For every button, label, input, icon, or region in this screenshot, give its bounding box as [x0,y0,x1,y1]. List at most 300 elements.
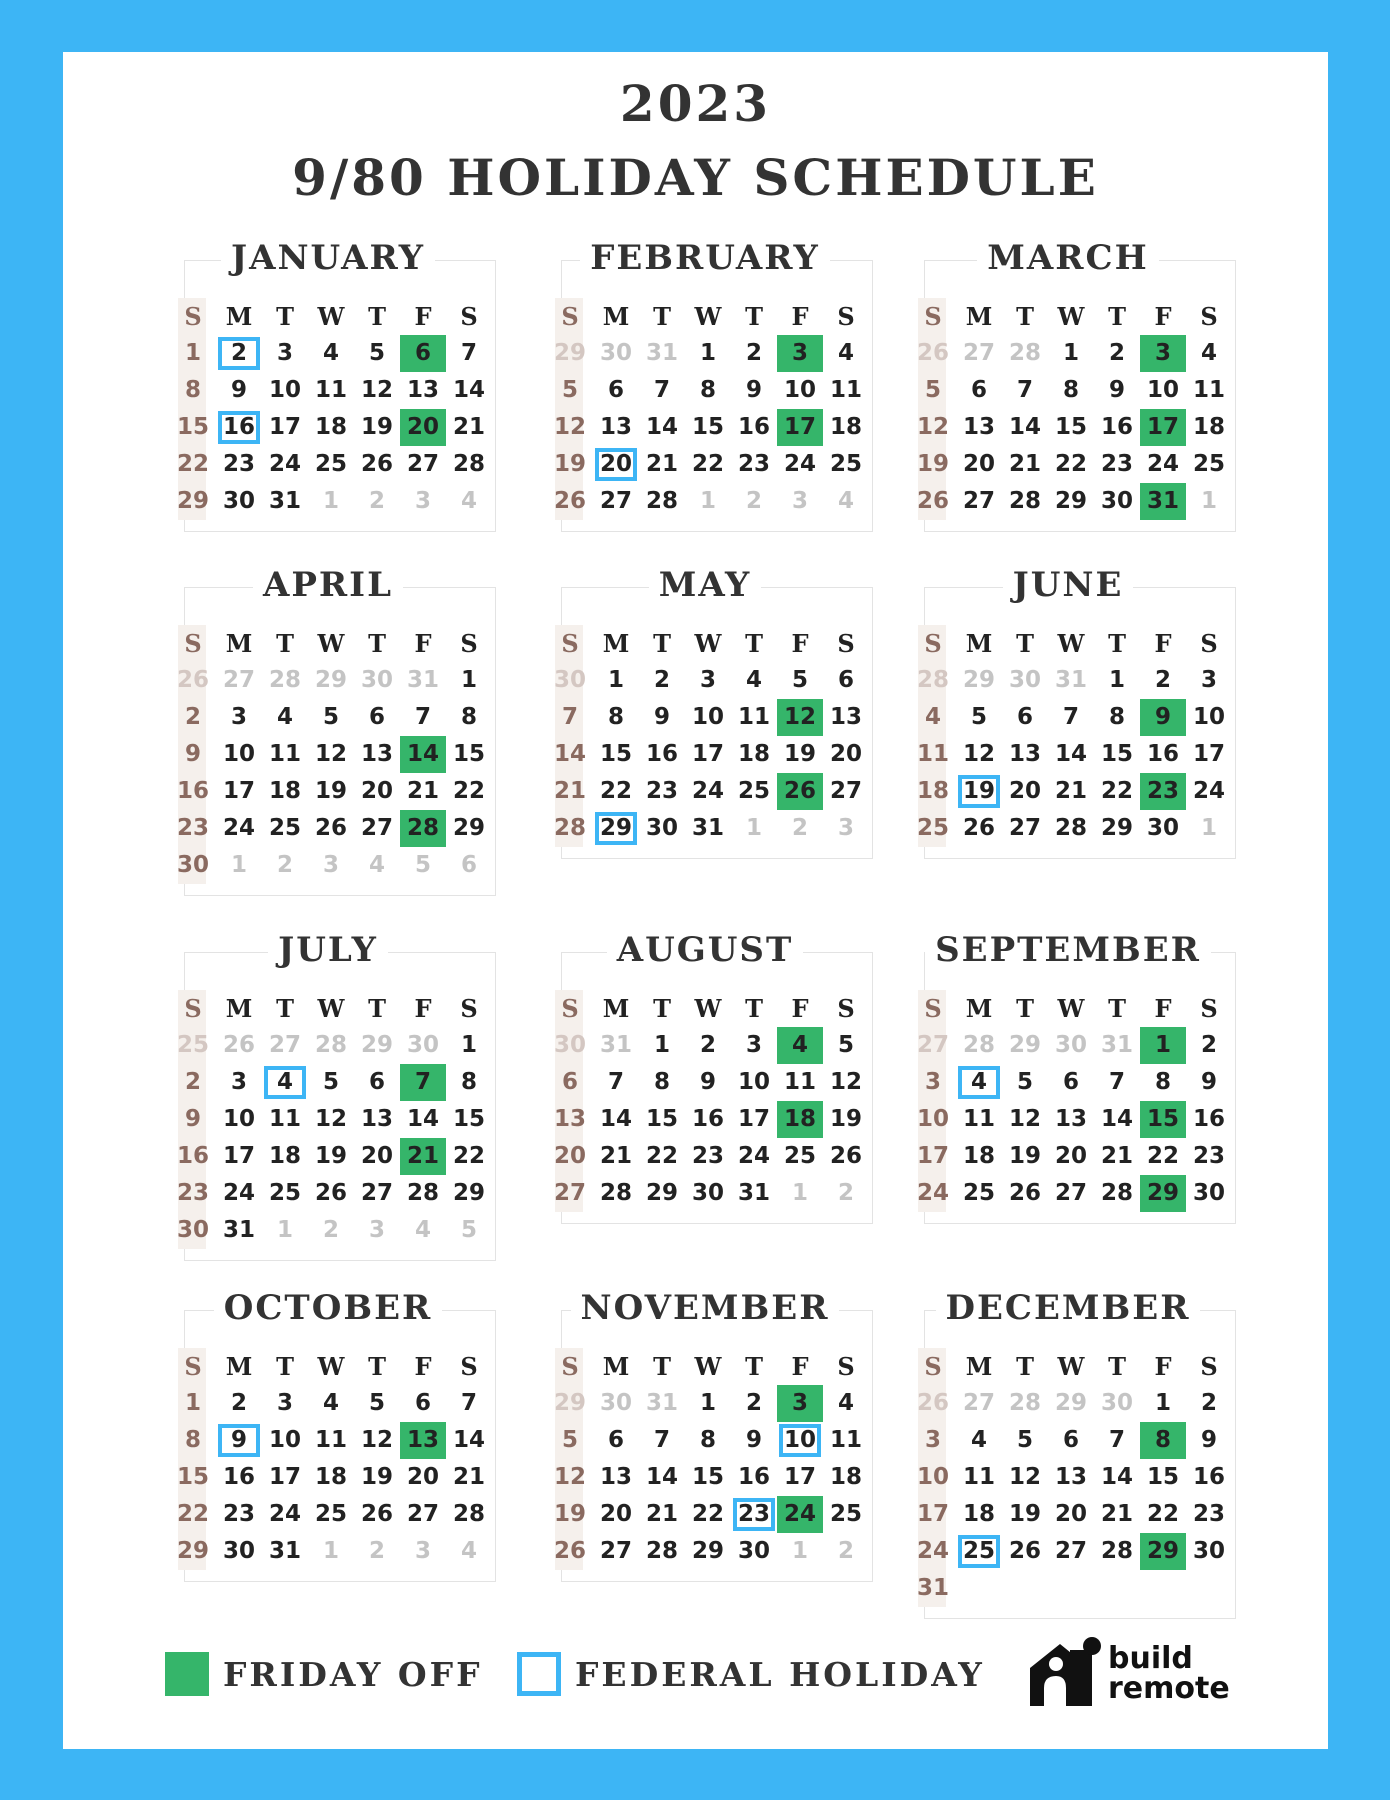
day-cell: 23 [645,778,678,804]
day-cell: 30 [176,1217,209,1243]
weekday-header: F [1154,629,1172,658]
day-cell: 6 [368,1069,385,1095]
day-cell: 11 [268,1106,301,1132]
day-cell: 7 [561,704,578,730]
adjacent-month-day: 1 [745,815,762,841]
day-cell: 13 [829,704,862,730]
day-cell: 24 [1192,778,1225,804]
day-cell: 6 [607,377,624,403]
day-cell: 11 [268,741,301,767]
weekday-header: S [561,994,579,1023]
weekday-header: T [745,1352,763,1381]
day-cell: 24 [916,1180,949,1206]
day-cell: 13 [599,414,632,440]
day-cell: 24 [737,1143,770,1169]
adjacent-month-day: 2 [837,1538,854,1564]
day-cell: 23 [1100,451,1133,477]
adjacent-month-day: 25 [176,1032,209,1058]
weekday-header: M [602,629,630,658]
day-cell: 26 [916,488,949,514]
weekday-header: T [276,302,294,331]
day-cell: 21 [1100,1143,1133,1169]
federal-holiday-day: 29 [593,810,639,847]
day-cell: 29 [452,815,485,841]
day-cell: 7 [1108,1069,1125,1095]
adjacent-month-day: 1 [322,1538,339,1564]
adjacent-month-day: 29 [360,1032,393,1058]
day-cell: 13 [1054,1106,1087,1132]
adjacent-month-day: 1 [276,1217,293,1243]
adjacent-month-day: 27 [916,1032,949,1058]
month-june [910,565,1226,847]
federal-holiday-day: 25 [956,1533,1002,1570]
day-cell: 10 [1192,704,1225,730]
day-cell: 1 [699,340,716,366]
day-cell: 13 [962,414,995,440]
day-cell: 2 [745,1390,762,1416]
friday-off-day: 21 [400,1138,446,1175]
day-cell: 5 [368,340,385,366]
weekday-header: F [414,994,432,1023]
weekday-header: M [965,1352,993,1381]
day-cell: 23 [176,815,209,841]
legend-friday-off [165,1652,483,1696]
day-cell: 10 [268,377,301,403]
weekday-header: M [225,1352,253,1381]
weekday-header: F [791,629,809,658]
weekday-header: W [317,302,345,331]
weekday-header: S [184,629,202,658]
day-cell: 24 [783,451,816,477]
day-cell: 17 [737,1106,770,1132]
day-cell: 22 [645,1143,678,1169]
day-cell: 18 [962,1143,995,1169]
weekday-header: T [368,994,386,1023]
friday-off-day: 8 [1140,1422,1186,1459]
day-cell: 24 [268,1501,301,1527]
day-cell: 2 [1200,1032,1217,1058]
weekday-header: T [276,994,294,1023]
day-cell: 28 [406,1180,439,1206]
federal-holiday-day: 20 [593,446,639,483]
federal-holiday-day: 9 [216,1422,262,1459]
day-cell: 25 [314,1501,347,1527]
day-cell: 2 [1154,667,1171,693]
day-cell: 26 [314,815,347,841]
day-cell: 16 [737,1464,770,1490]
adjacent-month-day: 28 [962,1032,995,1058]
day-cell: 6 [1062,1427,1079,1453]
day-cell: 28 [1100,1180,1133,1206]
month-october [170,1288,486,1570]
weekday-header: F [1154,1352,1172,1381]
weekday-header: F [414,302,432,331]
friday-off-day: 31 [1140,483,1186,520]
day-cell: 23 [737,451,770,477]
adjacent-month-day: 29 [314,667,347,693]
weekday-header: M [225,629,253,658]
day-cell: 21 [1054,778,1087,804]
day-cell: 7 [460,340,477,366]
day-cell: 25 [916,815,949,841]
day-cell: 5 [561,377,578,403]
weekday-header: S [184,994,202,1023]
day-cell: 19 [314,1143,347,1169]
day-cell: 4 [970,1427,987,1453]
month-name: AUGUST [547,930,863,970]
day-cell: 2 [745,340,762,366]
weekday-header: W [1057,302,1085,331]
weekday-header: T [368,1352,386,1381]
legend-friday-off-label: FRIDAY OFF [223,1654,483,1694]
federal-holiday-swatch [517,1652,561,1696]
day-cell: 2 [1200,1390,1217,1416]
day-cell: 30 [1146,815,1179,841]
adjacent-month-day: 30 [1100,1390,1133,1416]
day-cell: 16 [691,1106,724,1132]
day-grid [170,990,492,1249]
day-cell: 31 [268,488,301,514]
day-cell: 5 [1016,1069,1033,1095]
adjacent-month-day: 2 [276,852,293,878]
day-cell: 11 [962,1464,995,1490]
adjacent-month-day: 28 [1008,1390,1041,1416]
day-cell: 23 [222,1501,255,1527]
day-cell: 10 [783,377,816,403]
day-cell: 21 [599,1143,632,1169]
day-grid [910,990,1232,1212]
day-cell: 30 [1100,488,1133,514]
day-cell: 8 [699,377,716,403]
month-april [170,565,486,884]
day-cell: 3 [1200,667,1217,693]
friday-off-day: 17 [777,409,823,446]
weekday-header: T [653,629,671,658]
day-cell: 27 [360,815,393,841]
adjacent-month-day: 1 [699,488,716,514]
day-cell: 19 [916,451,949,477]
weekday-header: T [368,302,386,331]
day-cell: 13 [360,741,393,767]
weekday-header: S [924,302,942,331]
day-cell: 15 [1054,414,1087,440]
day-cell: 20 [360,778,393,804]
friday-off-swatch [165,1652,209,1696]
day-cell: 20 [599,1501,632,1527]
day-cell: 8 [1108,704,1125,730]
friday-off-day: 29 [1140,1533,1186,1570]
day-cell: 10 [222,741,255,767]
day-cell: 6 [1062,1069,1079,1095]
weekday-header: S [460,994,478,1023]
weekday-header: S [561,629,579,658]
adjacent-month-day: 4 [460,1538,477,1564]
adjacent-month-day: 6 [460,852,477,878]
weekday-header: T [1016,994,1034,1023]
weekday-header: T [1108,994,1126,1023]
weekday-header: S [837,1352,855,1381]
adjacent-month-day: 3 [414,1538,431,1564]
weekday-header: T [1108,1352,1126,1381]
day-cell: 21 [1100,1501,1133,1527]
legend-federal-holiday [517,1652,985,1696]
friday-off-day: 18 [777,1101,823,1138]
weekday-header: T [1016,1352,1034,1381]
adjacent-month-day: 29 [553,1390,586,1416]
day-cell: 25 [783,1143,816,1169]
day-cell: 8 [184,1427,201,1453]
day-cell: 2 [184,1069,201,1095]
day-cell: 25 [268,815,301,841]
friday-off-day: 3 [777,335,823,372]
weekday-header: S [561,302,579,331]
weekday-header: S [924,994,942,1023]
adjacent-month-day: 30 [406,1032,439,1058]
day-cell: 24 [222,1180,255,1206]
adjacent-month-day: 2 [368,488,385,514]
weekday-header: F [791,1352,809,1381]
weekday-header: T [276,629,294,658]
day-cell: 9 [745,1427,762,1453]
day-cell: 14 [553,741,586,767]
day-grid [547,1348,869,1570]
day-cell: 23 [1192,1501,1225,1527]
day-cell: 14 [452,377,485,403]
month-may [547,565,863,847]
weekday-header: S [837,629,855,658]
day-cell: 14 [1054,741,1087,767]
day-cell: 22 [1146,1143,1179,1169]
day-cell: 1 [699,1390,716,1416]
day-cell: 11 [314,377,347,403]
day-cell: 20 [1054,1143,1087,1169]
build-remote-logo [1026,1632,1246,1722]
day-cell: 2 [184,704,201,730]
day-cell: 12 [1008,1464,1041,1490]
weekday-header: W [317,629,345,658]
day-cell: 12 [360,377,393,403]
day-cell: 14 [1100,1464,1133,1490]
day-cell: 29 [452,1180,485,1206]
weekday-header: M [225,302,253,331]
day-cell: 29 [1100,815,1133,841]
weekday-header: T [1108,629,1126,658]
day-cell: 7 [460,1390,477,1416]
day-cell: 3 [276,1390,293,1416]
weekday-header: W [694,629,722,658]
day-cell: 15 [691,1464,724,1490]
friday-off-day: 13 [400,1422,446,1459]
day-cell: 30 [222,1538,255,1564]
adjacent-month-day: 30 [599,340,632,366]
day-cell: 28 [452,1501,485,1527]
day-cell: 2 [1108,340,1125,366]
federal-holiday-day: 4 [956,1064,1002,1101]
month-name: MARCH [910,238,1226,278]
month-name: APRIL [170,565,486,605]
day-cell: 9 [699,1069,716,1095]
adjacent-month-day: 30 [553,667,586,693]
day-cell: 15 [176,1464,209,1490]
adjacent-month-day: 27 [222,667,255,693]
day-cell: 29 [176,488,209,514]
schedule-sheet [63,52,1328,1749]
adjacent-month-day: 1 [791,1180,808,1206]
day-cell: 18 [962,1501,995,1527]
day-cell: 18 [314,1464,347,1490]
adjacent-month-day: 30 [599,1390,632,1416]
adjacent-month-day: 1 [230,852,247,878]
day-cell: 29 [691,1538,724,1564]
day-cell: 24 [222,815,255,841]
day-cell: 4 [276,704,293,730]
adjacent-month-day: 27 [962,340,995,366]
day-cell: 10 [222,1106,255,1132]
weekday-header: W [317,994,345,1023]
month-name: OCTOBER [170,1288,486,1328]
day-cell: 5 [837,1032,854,1058]
day-cell: 3 [230,1069,247,1095]
weekday-header: S [184,302,202,331]
day-cell: 10 [916,1464,949,1490]
day-cell: 19 [829,1106,862,1132]
day-cell: 9 [184,741,201,767]
day-cell: 27 [406,451,439,477]
day-cell: 28 [599,1180,632,1206]
weekday-header: S [460,302,478,331]
friday-off-day: 17 [1140,409,1186,446]
day-cell: 9 [1200,1069,1217,1095]
friday-off-day: 7 [400,1064,446,1101]
day-cell: 19 [360,1464,393,1490]
day-cell: 21 [452,414,485,440]
adjacent-month-day: 28 [314,1032,347,1058]
friday-off-day: 24 [777,1496,823,1533]
day-cell: 16 [1192,1106,1225,1132]
day-cell: 1 [184,340,201,366]
day-cell: 27 [1054,1538,1087,1564]
day-cell: 25 [829,451,862,477]
day-cell: 21 [406,778,439,804]
day-cell: 5 [322,1069,339,1095]
day-cell: 22 [1146,1501,1179,1527]
day-cell: 16 [645,741,678,767]
weekday-header: M [225,994,253,1023]
adjacent-month-day: 29 [1008,1032,1041,1058]
day-cell: 17 [916,1501,949,1527]
day-cell: 30 [691,1180,724,1206]
day-cell: 12 [1008,1106,1041,1132]
day-cell: 17 [222,1143,255,1169]
day-cell: 24 [1146,451,1179,477]
weekday-header: S [837,302,855,331]
day-cell: 6 [1016,704,1033,730]
friday-off-day: 6 [400,335,446,372]
adjacent-month-day: 3 [791,488,808,514]
day-grid [910,1348,1232,1607]
friday-off-day: 28 [400,810,446,847]
day-cell: 26 [829,1143,862,1169]
day-cell: 3 [276,340,293,366]
day-cell: 30 [176,852,209,878]
day-cell: 30 [1192,1180,1225,1206]
day-cell: 5 [561,1427,578,1453]
day-cell: 22 [691,451,724,477]
weekday-header: M [965,994,993,1023]
day-cell: 4 [322,340,339,366]
logo-text: build remote [1108,1641,1230,1706]
day-cell: 27 [1008,815,1041,841]
day-cell: 13 [1008,741,1041,767]
day-cell: 9 [745,377,762,403]
day-cell: 28 [1100,1538,1133,1564]
day-cell: 9 [184,1106,201,1132]
month-march [910,238,1226,520]
adjacent-month-day: 1 [322,488,339,514]
day-cell: 14 [645,1464,678,1490]
day-cell: 22 [452,778,485,804]
day-cell: 26 [962,815,995,841]
day-cell: 3 [745,1032,762,1058]
adjacent-month-day: 1 [1200,815,1217,841]
adjacent-month-day: 26 [916,340,949,366]
day-grid [547,625,869,847]
day-cell: 13 [406,377,439,403]
adjacent-month-day: 30 [553,1032,586,1058]
day-cell: 16 [1100,414,1133,440]
day-cell: 7 [1016,377,1033,403]
day-cell: 9 [230,377,247,403]
day-cell: 12 [314,1106,347,1132]
day-cell: 26 [553,488,586,514]
day-cell: 4 [924,704,941,730]
day-cell: 15 [1146,1464,1179,1490]
day-cell: 21 [553,778,586,804]
month-july [170,930,486,1249]
adjacent-month-day: 29 [1054,1390,1087,1416]
weekday-header: T [653,302,671,331]
day-cell: 1 [460,667,477,693]
weekday-header: T [653,994,671,1023]
weekday-header: T [1016,302,1034,331]
day-cell: 1 [607,667,624,693]
adjacent-month-day: 1 [1200,488,1217,514]
day-cell: 24 [691,778,724,804]
day-cell: 16 [737,414,770,440]
day-cell: 8 [699,1427,716,1453]
day-grid [547,298,869,520]
day-cell: 17 [783,1464,816,1490]
weekday-header: F [791,994,809,1023]
day-cell: 19 [783,741,816,767]
day-grid [170,298,492,520]
adjacent-month-day: 3 [322,852,339,878]
day-cell: 8 [1154,1069,1171,1095]
day-cell: 19 [314,778,347,804]
friday-off-day: 14 [400,736,446,773]
month-name: MAY [547,565,863,605]
day-cell: 18 [268,778,301,804]
adjacent-month-day: 29 [553,340,586,366]
day-cell: 23 [1192,1143,1225,1169]
day-cell: 20 [406,1464,439,1490]
adjacent-month-day: 2 [322,1217,339,1243]
day-cell: 10 [1146,377,1179,403]
adjacent-month-day: 4 [414,1217,431,1243]
day-cell: 12 [829,1069,862,1095]
day-cell: 25 [268,1180,301,1206]
month-name: JULY [170,930,486,970]
